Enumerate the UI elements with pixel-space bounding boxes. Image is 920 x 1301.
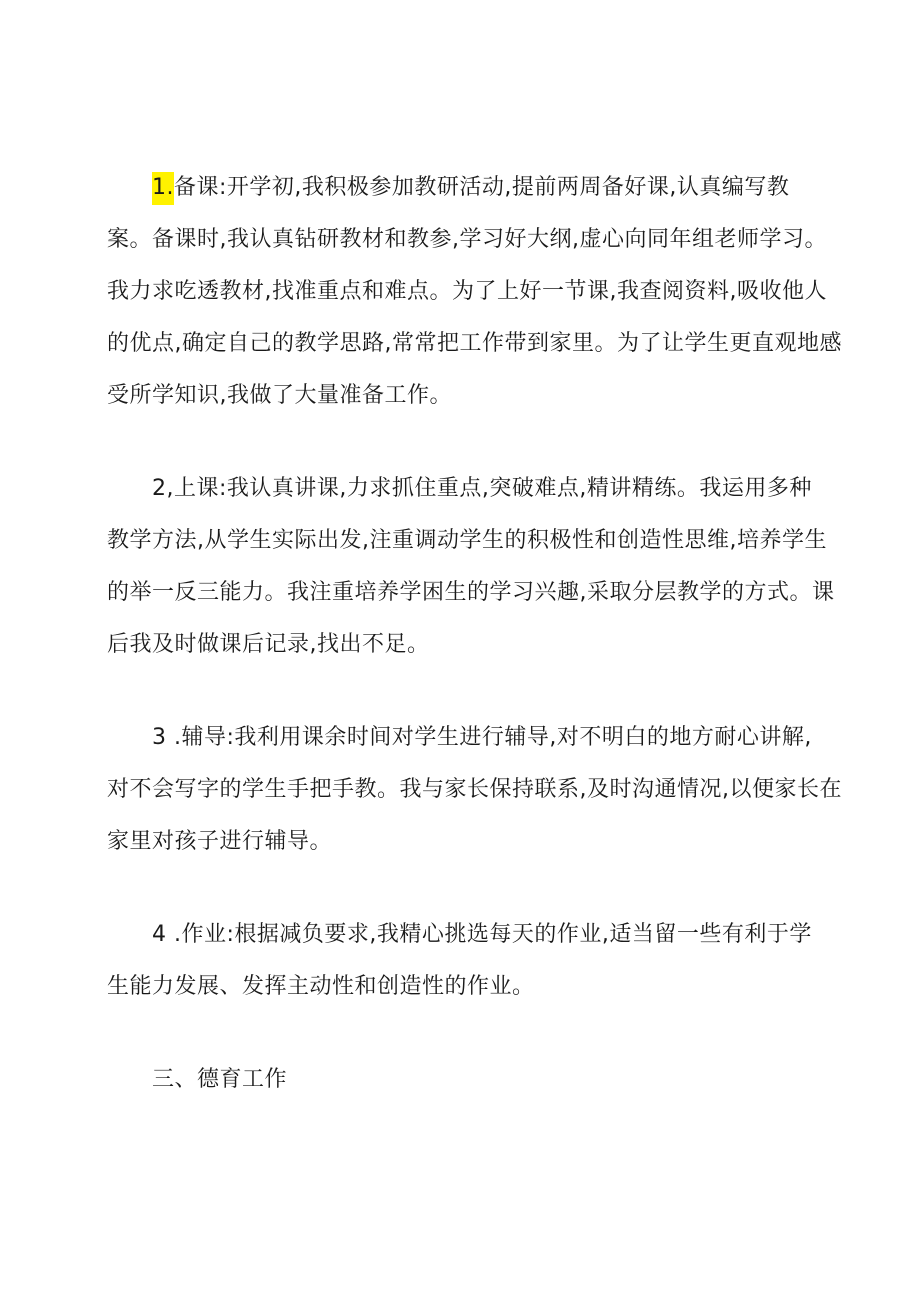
paragraph-2-line-1: 2,上课:我认真讲课,力求抓住重点,突破难点,精讲精练。我运用多种: [152, 476, 812, 501]
paragraph-1-line-4: 的优点,确定自己的教学思路,常常把工作带到家里。为了让学生更直观地感: [107, 331, 842, 356]
paragraph-3-line-2: 对不会写字的学生手把手教。我与家长保持联系,及时沟通情况,以便家长在: [107, 777, 842, 802]
paragraph-2-line-4: 后我及时做课后记录,找出不足。: [107, 632, 430, 657]
paragraph-1-line-1-text: 备课:开学初,我积极参加教研活动,提前两周备好课,认真编写教: [174, 175, 790, 200]
paragraph-2-line-2: 教学方法,从学生实际出发,注重调动学生的积极性和创造性思维,培养学生: [107, 528, 827, 553]
highlighted-list-marker: 1.: [152, 172, 174, 205]
paragraph-1-line-5: 受所学知识,我做了大量准备工作。: [107, 383, 452, 408]
paragraph-3-line-3: 家里对孩子进行辅导。: [107, 829, 333, 854]
paragraph-2-line-3: 的举一反三能力。我注重培养学困生的学习兴趣,采取分层教学的方式。课: [107, 580, 835, 605]
paragraph-3-line-1: 3 .辅导:我利用课余时间对学生进行辅导,对不明白的地方耐心讲解,: [152, 725, 812, 750]
paragraph-4-line-2: 生能力发展、发挥主动性和创造性的作业。: [107, 974, 535, 999]
paragraph-1-line-3: 我力求吃透教材,找准重点和难点。为了上好一节课,我查阅资料,吸收他人: [107, 279, 827, 304]
paragraph-4-line-1: 4 .作业:根据减负要求,我精心挑选每天的作业,适当留一些有利于学: [152, 922, 812, 947]
section-heading-moral-education: 三、德育工作: [152, 1067, 288, 1092]
paragraph-1-line-1: [152, 173, 789, 203]
paragraph-1-line-2: 案。备课时,我认真钻研教材和教参,学习好大纲,虚心向同年组老师学习。: [107, 227, 827, 252]
